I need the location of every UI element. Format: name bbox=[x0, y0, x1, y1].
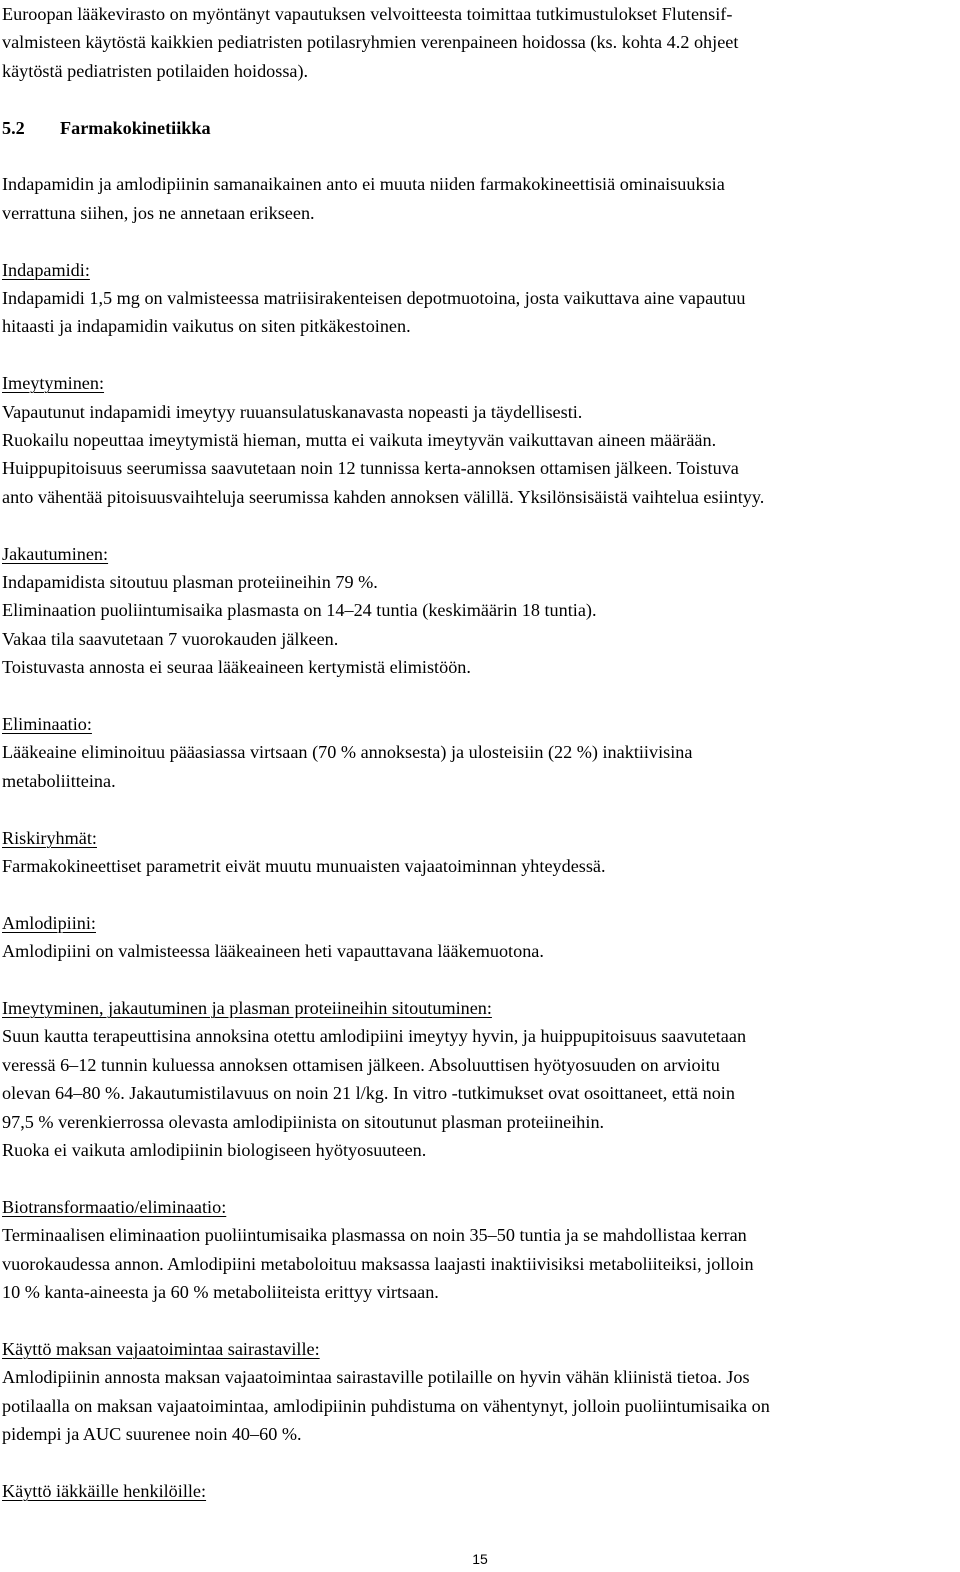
text-line: Indapamidi 1,5 mg on valmisteessa matriisirakenteisen depotmuotoina, josta vaikuttava aine vapautuu bbox=[2, 288, 746, 309]
text-line: Huippupitoisuus seerumissa saavutetaan noin 12 tunnissa kerta-annoksen ottamisen jälkeen. Toistuva bbox=[2, 458, 739, 479]
text-line: vuorokaudessa annon. Amlodipiini metaboloituu maksassa laajasti inaktiivisiksi metaboliiteiksi, jolloin bbox=[2, 1253, 754, 1274]
text-line: Vakaa tila saavutetaan 7 vuorokauden jälkeen. bbox=[2, 628, 339, 649]
text-line: Eliminaation puoliintumisaika plasmasta on 14–24 tuntia (keskimäärin 18 tuntia). bbox=[2, 600, 597, 621]
indapamidi-absorption-block bbox=[2, 369, 954, 511]
text-line: 97,5 % verenkierrossa olevasta amlodipiinista on sitoutunut plasman proteiineihin. bbox=[2, 1111, 605, 1132]
page-number: 15 bbox=[472, 1551, 488, 1567]
amlodipiini-hepatic-block bbox=[2, 1335, 954, 1449]
text-line: metaboliitteina. bbox=[2, 770, 116, 791]
indapamidi-block bbox=[2, 256, 954, 341]
text-line: valmisteen käytöstä kaikkien pediatristen potilasryhmien verenpaineen hoidossa (ks. kohta 4.2 ohjeet bbox=[2, 32, 739, 53]
text-line: Vapautunut indapamidi imeytyy ruuansulatuskanavasta nopeasti ja täydellisesti. bbox=[2, 401, 583, 422]
subheading-distribution: Jakautuminen: bbox=[2, 543, 109, 564]
amlodipiini-absorption-block bbox=[2, 994, 954, 1164]
subheading-elimination: Eliminaatio: bbox=[2, 714, 92, 735]
text-line: potilaalla on maksan vajaatoimintaa, amlodipiinin puhdistuma on vähentynyt, jolloin puoliintumisaika on bbox=[2, 1395, 770, 1416]
text-line: pidempi ja AUC suurenee noin 40–60 %. bbox=[2, 1424, 302, 1445]
text-line: Lääkeaine eliminoituu pääasiassa virtsaan (70 % annoksesta) ja ulosteisiin (22 %) inaktiivisina bbox=[2, 742, 693, 763]
text-line: Ruokailu nopeuttaa imeytymistä hieman, mutta ei vaikuta imeytyvän vaikuttavan aineen määrään. bbox=[2, 430, 717, 451]
subheading-absorption-distribution: Imeytyminen, jakautuminen ja plasman proteiineihin sitoutuminen: bbox=[2, 998, 492, 1019]
text-line: Suun kautta terapeuttisina annoksina otettu amlodipiini imeytyy hyvin, ja huippupitoisuus saavutetaan bbox=[2, 1026, 747, 1047]
text-line: Indapamidin ja amlodipiinin samanaikainen anto ei muuta niiden farmakokineettisiä ominaisuuksia bbox=[2, 174, 725, 195]
text-line: Amlodipiini on valmisteessa lääkeaineen heti vapauttavana lääkemuotona. bbox=[2, 941, 544, 962]
text-line: Ruoka ei vaikuta amlodipiinin biologiseen hyötyosuuteen. bbox=[2, 1140, 427, 1161]
text-line: Euroopan lääkevirasto on myöntänyt vapautuksen velvoitteesta toimittaa tutkimustulokset Flutensif- bbox=[2, 4, 733, 24]
subheading-indapamidi: Indapamidi: bbox=[2, 259, 90, 280]
amlodipiini-biotransformation-block bbox=[2, 1193, 954, 1307]
subheading-elderly: Käyttö iäkkäille henkilöille: bbox=[2, 1480, 207, 1501]
text-line: hitaasti ja indapamidin vaikutus on siten pitkäkestoinen. bbox=[2, 316, 411, 337]
section-title: Farmakokinetiikka bbox=[60, 117, 211, 138]
amlodipiini-block bbox=[2, 909, 954, 966]
text-line: Toistuvasta annosta ei seuraa lääkeaineen kertymistä elimistöön. bbox=[2, 657, 471, 678]
subheading-risk-groups: Riskiryhmät: bbox=[2, 827, 97, 848]
subheading-amlodipiini: Amlodipiini: bbox=[2, 912, 96, 933]
text-line: veressä 6–12 tunnin kuluessa annoksen ottamisen jälkeen. Absoluuttisen hyötyosuuden on arvioitu bbox=[2, 1054, 720, 1075]
subheading-biotransformation: Biotransformaatio/eliminaatio: bbox=[2, 1196, 227, 1217]
text-line: verrattuna siihen, jos ne annetaan erikseen. bbox=[2, 202, 315, 223]
page-content bbox=[2, 0, 954, 1505]
intro-text bbox=[2, 0, 954, 85]
section-number: 5.2 bbox=[2, 117, 25, 138]
text-line: olevan 64–80 %. Jakautumistilavuus on noin 21 l/kg. In vitro -tutkimukset ovat osoittaneet, että noin bbox=[2, 1083, 735, 1104]
text-line: Indapamidista sitoutuu plasman proteiineihin 79 %. bbox=[2, 572, 378, 593]
text-line: Amlodipiinin annosta maksan vajaatoimintaa sairastaville potilaille on hyvin vähän kliinistä tietoa. Jos bbox=[2, 1367, 750, 1388]
indapamidi-distribution-block bbox=[2, 540, 954, 682]
subheading-absorption: Imeytyminen: bbox=[2, 373, 105, 394]
general-paragraph bbox=[2, 170, 954, 227]
text-line: Farmakokineettiset parametrit eivät muutu munuaisten vajaatoiminnan yhteydessä. bbox=[2, 856, 606, 877]
indapamidi-elimination-block bbox=[2, 710, 954, 795]
text-line: käytöstä pediatristen potilaiden hoidossa). bbox=[2, 60, 309, 81]
section-heading bbox=[2, 114, 954, 142]
indapamidi-risk-block bbox=[2, 824, 954, 881]
text-line: 10 % kanta-aineesta ja 60 % metaboliiteista erittyy virtsaan. bbox=[2, 1282, 439, 1303]
subheading-hepatic-impairment: Käyttö maksan vajaatoimintaa sairastaville: bbox=[2, 1338, 320, 1359]
text-line: Terminaalisen eliminaation puoliintumisaika plasmassa on noin 35–50 tuntia ja se mahdollistaa kerran bbox=[2, 1225, 747, 1246]
text-line: anto vähentää pitoisuusvaihteluja seerumissa kahden annoksen välillä. Yksilönsisäistä vaihtelua esiintyy. bbox=[2, 486, 765, 507]
amlodipiini-elderly-block bbox=[2, 1477, 954, 1505]
